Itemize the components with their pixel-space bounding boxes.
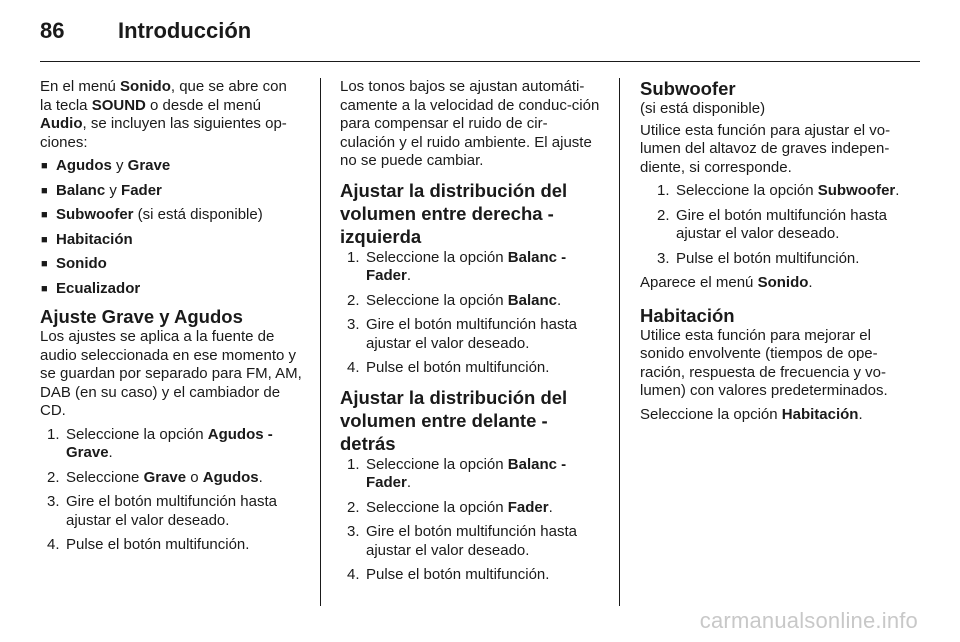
- step-item: 4. Pulse el botón multifunción.: [347, 359, 550, 376]
- header-rule: [40, 61, 920, 62]
- column-2: [340, 78, 602, 591]
- column-divider-2: [619, 78, 620, 606]
- step-item: 1. Seleccione la opción Agudos - Grave.: [47, 425, 273, 461]
- list-item: ■ Subwoofer (si está disponible): [40, 206, 302, 225]
- watermark: carmanualsonline.info: [699, 608, 918, 633]
- intro-paragraph: En el menú Sonido, que se abre con la tecla SOUND o desde el menú Audio, se incluyen las siguientes op-ciones:: [40, 78, 287, 151]
- list-item: ■ Balanc y Fader: [40, 182, 302, 201]
- step-item: 3. Pulse el botón multifunción.: [657, 249, 860, 267]
- step-item: 1. Seleccione la opción Subwoofer.: [657, 182, 900, 199]
- page-number: 86: [40, 18, 65, 43]
- heading-subwoofer: Subwoofer: [640, 78, 736, 99]
- step-item: 3. Gire el botón multifunción hasta ajustar el valor deseado.: [347, 316, 577, 352]
- step-item: 2. Seleccione Grave o Agudos.: [47, 468, 263, 486]
- list-item: ■ Agudos y Grave: [40, 157, 302, 176]
- column-divider-1: [320, 78, 321, 606]
- steps-list: [340, 249, 602, 378]
- column-3: [640, 78, 908, 429]
- heading-grave-agudos: Ajuste Grave y Agudos: [40, 306, 243, 327]
- step-item: 4. Pulse el botón multifunción.: [47, 536, 250, 553]
- subtitle-availability: (si está disponible): [640, 100, 766, 117]
- steps-list: [650, 182, 908, 268]
- options-list: [40, 157, 302, 298]
- step-item: 2. Gire el botón multifunción hasta ajustar el valor deseado.: [657, 206, 887, 242]
- heading-derecha-izquierda: Ajustar la distribución del volumen entre derecha - izquierda: [340, 179, 568, 247]
- step-item: 1. Seleccione la opción Balanc - Fader.: [347, 455, 567, 491]
- step-item: 2. Seleccione la opción Fader.: [347, 498, 553, 516]
- step-item: 2. Seleccione la opción Balanc.: [347, 291, 562, 309]
- body-paragraph: Utilice esta función para mejorar el sonido envolvente (tiempos de ope-ración, respuesta de frecuencia y vo-lumen) con valores predeterminados.: [640, 326, 888, 399]
- list-item: ■ Sonido: [40, 255, 302, 274]
- steps-list: [340, 456, 602, 585]
- step-item: 1. Seleccione la opción Balanc - Fader.: [347, 248, 567, 284]
- heading-habitacion: Habitación: [640, 304, 735, 326]
- section-title: Introducción: [118, 18, 252, 43]
- body-paragraph: Utilice esta función para ajustar el vo-lumen del altavoz de graves indepen-diente, si corresponde.: [640, 121, 891, 176]
- steps-list: [40, 426, 302, 555]
- step-item: 4. Pulse el botón multifunción.: [347, 566, 550, 583]
- step-item: 3. Gire el botón multifunción hasta ajustar el valor deseado.: [47, 493, 277, 529]
- body-paragraph: Los ajustes se aplica a la fuente de audio seleccionada en ese momento y se guardan por separado para FM, AM, DAB (en su caso) y el cambiador de CD.: [40, 328, 302, 419]
- result-paragraph: Aparece el menú Sonido.: [640, 274, 813, 291]
- body-paragraph: Los tonos bajos se ajustan automáti-camente a la velocidad de conduc-ción para compensar el ruido de cir-culación y el ruido ambiente. El ajuste no se puede cambiar.: [340, 78, 600, 169]
- list-item: ■ Ecualizador: [40, 280, 302, 299]
- heading-delante-detras: Ajustar la distribución del volumen entre delante - detrás: [340, 386, 568, 454]
- step-item: 3. Gire el botón multifunción hasta ajustar el valor deseado.: [347, 523, 577, 559]
- final-paragraph: Seleccione la opción Habitación.: [640, 405, 863, 423]
- list-item: ■ Habitación: [40, 231, 302, 250]
- column-1: [40, 78, 302, 561]
